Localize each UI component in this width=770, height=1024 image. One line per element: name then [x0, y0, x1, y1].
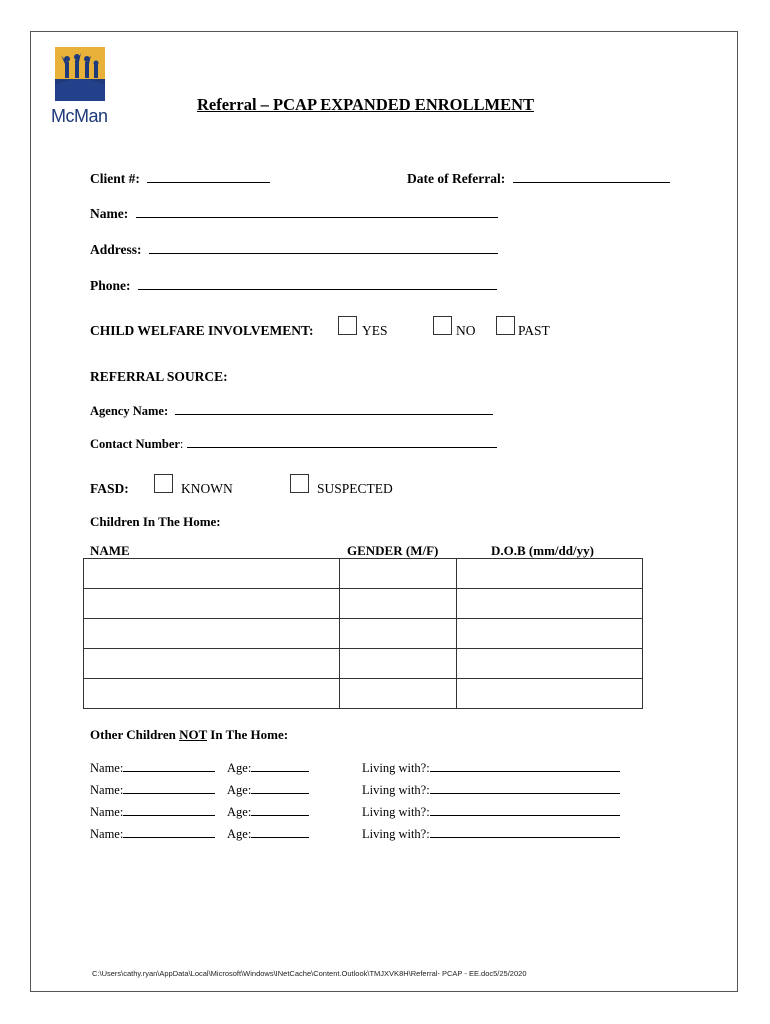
other-child-age: [227, 781, 309, 798]
other-child-living-field[interactable]: [430, 781, 620, 794]
column-header-dob: D.O.B (mm/dd/yy): [491, 543, 594, 558]
other-child-age: [227, 803, 309, 820]
other-child-name-field[interactable]: [123, 803, 215, 816]
name-cell[interactable]: [84, 589, 340, 619]
other-child-living-label: Living with?:: [362, 783, 430, 797]
gender-cell[interactable]: [340, 619, 457, 649]
dob-cell[interactable]: [457, 679, 643, 709]
contact-number-label: Contact Number: [90, 437, 180, 451]
agency-name-label: Agency Name:: [90, 404, 169, 418]
table-row: [84, 649, 643, 679]
other-child-name-field[interactable]: [123, 781, 215, 794]
other-child-name-label: Name:: [90, 783, 124, 797]
other-child-age: [227, 759, 309, 776]
child-welfare-no-label: NO: [456, 323, 476, 338]
client-number-field[interactable]: [147, 170, 270, 183]
date-of-referral-row: [407, 170, 670, 187]
fasd-known-label: KNOWN: [181, 481, 233, 496]
other-child-name-field[interactable]: [123, 759, 215, 772]
other-child-living: [362, 825, 620, 842]
other-child-age-field[interactable]: [251, 759, 309, 772]
contact-number-row: Contact Number:: [90, 435, 497, 452]
page-title: Referral – PCAP EXPANDED ENROLLMENT: [197, 95, 534, 114]
other-child-row: [90, 759, 215, 776]
date-of-referral-field[interactable]: [513, 170, 670, 183]
child-welfare-yes-checkbox[interactable]: [338, 316, 357, 335]
address-field[interactable]: [149, 241, 498, 254]
gender-cell[interactable]: [340, 679, 457, 709]
other-child-age-label: Age:: [227, 783, 252, 797]
child-welfare-past-checkbox[interactable]: [496, 316, 515, 335]
other-child-name-label: Name:: [90, 805, 124, 819]
logo-wordmark: McMan: [51, 106, 108, 126]
agency-name-row: [90, 402, 493, 419]
name-cell[interactable]: [84, 559, 340, 589]
contact-number-field[interactable]: [187, 435, 497, 448]
gender-cell[interactable]: [340, 559, 457, 589]
phone-field[interactable]: [138, 277, 497, 290]
referral-source-heading: REFERRAL SOURCE:: [90, 369, 228, 384]
other-child-row: [90, 781, 215, 798]
other-child-name-label: Name:: [90, 827, 124, 841]
other-child-name-label: Name:: [90, 761, 124, 775]
gender-cell[interactable]: [340, 589, 457, 619]
other-child-age-field[interactable]: [251, 825, 309, 838]
child-welfare-yes-label: YES: [362, 323, 388, 338]
child-welfare-past-label: PAST: [518, 323, 550, 338]
other-child-age-label: Age:: [227, 761, 252, 775]
other-child-living-field[interactable]: [430, 803, 620, 816]
child-welfare-label: CHILD WELFARE INVOLVEMENT:: [90, 323, 314, 338]
fasd-suspected-label: SUSPECTED: [317, 481, 393, 496]
other-child-living-label: Living with?:: [362, 761, 430, 775]
name-cell[interactable]: [84, 619, 340, 649]
other-child-living-label: Living with?:: [362, 805, 430, 819]
name-label: Name:: [90, 206, 129, 221]
children-table: [83, 558, 643, 709]
other-children-heading-post: In The Home:: [207, 727, 289, 742]
table-row: [84, 589, 643, 619]
client-number-row: [90, 170, 270, 187]
other-child-living: [362, 803, 620, 820]
name-field[interactable]: [136, 205, 498, 218]
table-row: [84, 619, 643, 649]
dob-cell[interactable]: [457, 559, 643, 589]
other-children-heading-pre: Other Children: [90, 727, 180, 742]
other-child-age-label: Age:: [227, 827, 252, 841]
name-row: [90, 205, 498, 222]
other-child-age-field[interactable]: [251, 803, 309, 816]
child-welfare-no-checkbox[interactable]: [433, 316, 452, 335]
other-child-living-field[interactable]: [430, 759, 620, 772]
column-header-name: NAME: [90, 543, 130, 558]
date-of-referral-label: Date of Referral:: [407, 171, 506, 186]
name-cell[interactable]: [84, 649, 340, 679]
other-child-age: [227, 825, 309, 842]
dob-cell[interactable]: [457, 589, 643, 619]
column-header-gender: GENDER (M/F): [347, 543, 439, 558]
agency-name-field[interactable]: [175, 402, 493, 415]
other-child-living-label: Living with?:: [362, 827, 430, 841]
address-row: [90, 241, 498, 258]
fasd-label: FASD:: [90, 481, 129, 496]
dob-cell[interactable]: [457, 649, 643, 679]
other-child-row: [90, 803, 215, 820]
fasd-suspected-checkbox[interactable]: [290, 474, 309, 493]
table-row: [84, 679, 643, 709]
phone-row: [90, 277, 497, 294]
phone-label: Phone:: [90, 278, 131, 293]
other-child-living: [362, 759, 620, 776]
gender-cell[interactable]: [340, 649, 457, 679]
table-row: [84, 559, 643, 589]
other-children-heading-not: NOT: [179, 727, 208, 742]
other-child-living: [362, 781, 620, 798]
dob-cell[interactable]: [457, 619, 643, 649]
footer-file-path: C:\Users\cathy.ryan\AppData\Local\Microsoft\Windows\INetCache\Content.Outlook\TMJXVK8H\Referral- PCAP - EE.doc5/25/2020: [92, 969, 527, 978]
other-child-living-field[interactable]: [430, 825, 620, 838]
other-child-age-field[interactable]: [251, 781, 309, 794]
fasd-known-checkbox[interactable]: [154, 474, 173, 493]
children-home-heading: Children In The Home:: [90, 514, 221, 529]
name-cell[interactable]: [84, 679, 340, 709]
other-child-row: [90, 825, 215, 842]
other-child-age-label: Age:: [227, 805, 252, 819]
address-label: Address:: [90, 242, 142, 257]
other-children-heading: [90, 727, 288, 743]
other-child-name-field[interactable]: [123, 825, 215, 838]
client-number-label: Client #:: [90, 171, 140, 186]
